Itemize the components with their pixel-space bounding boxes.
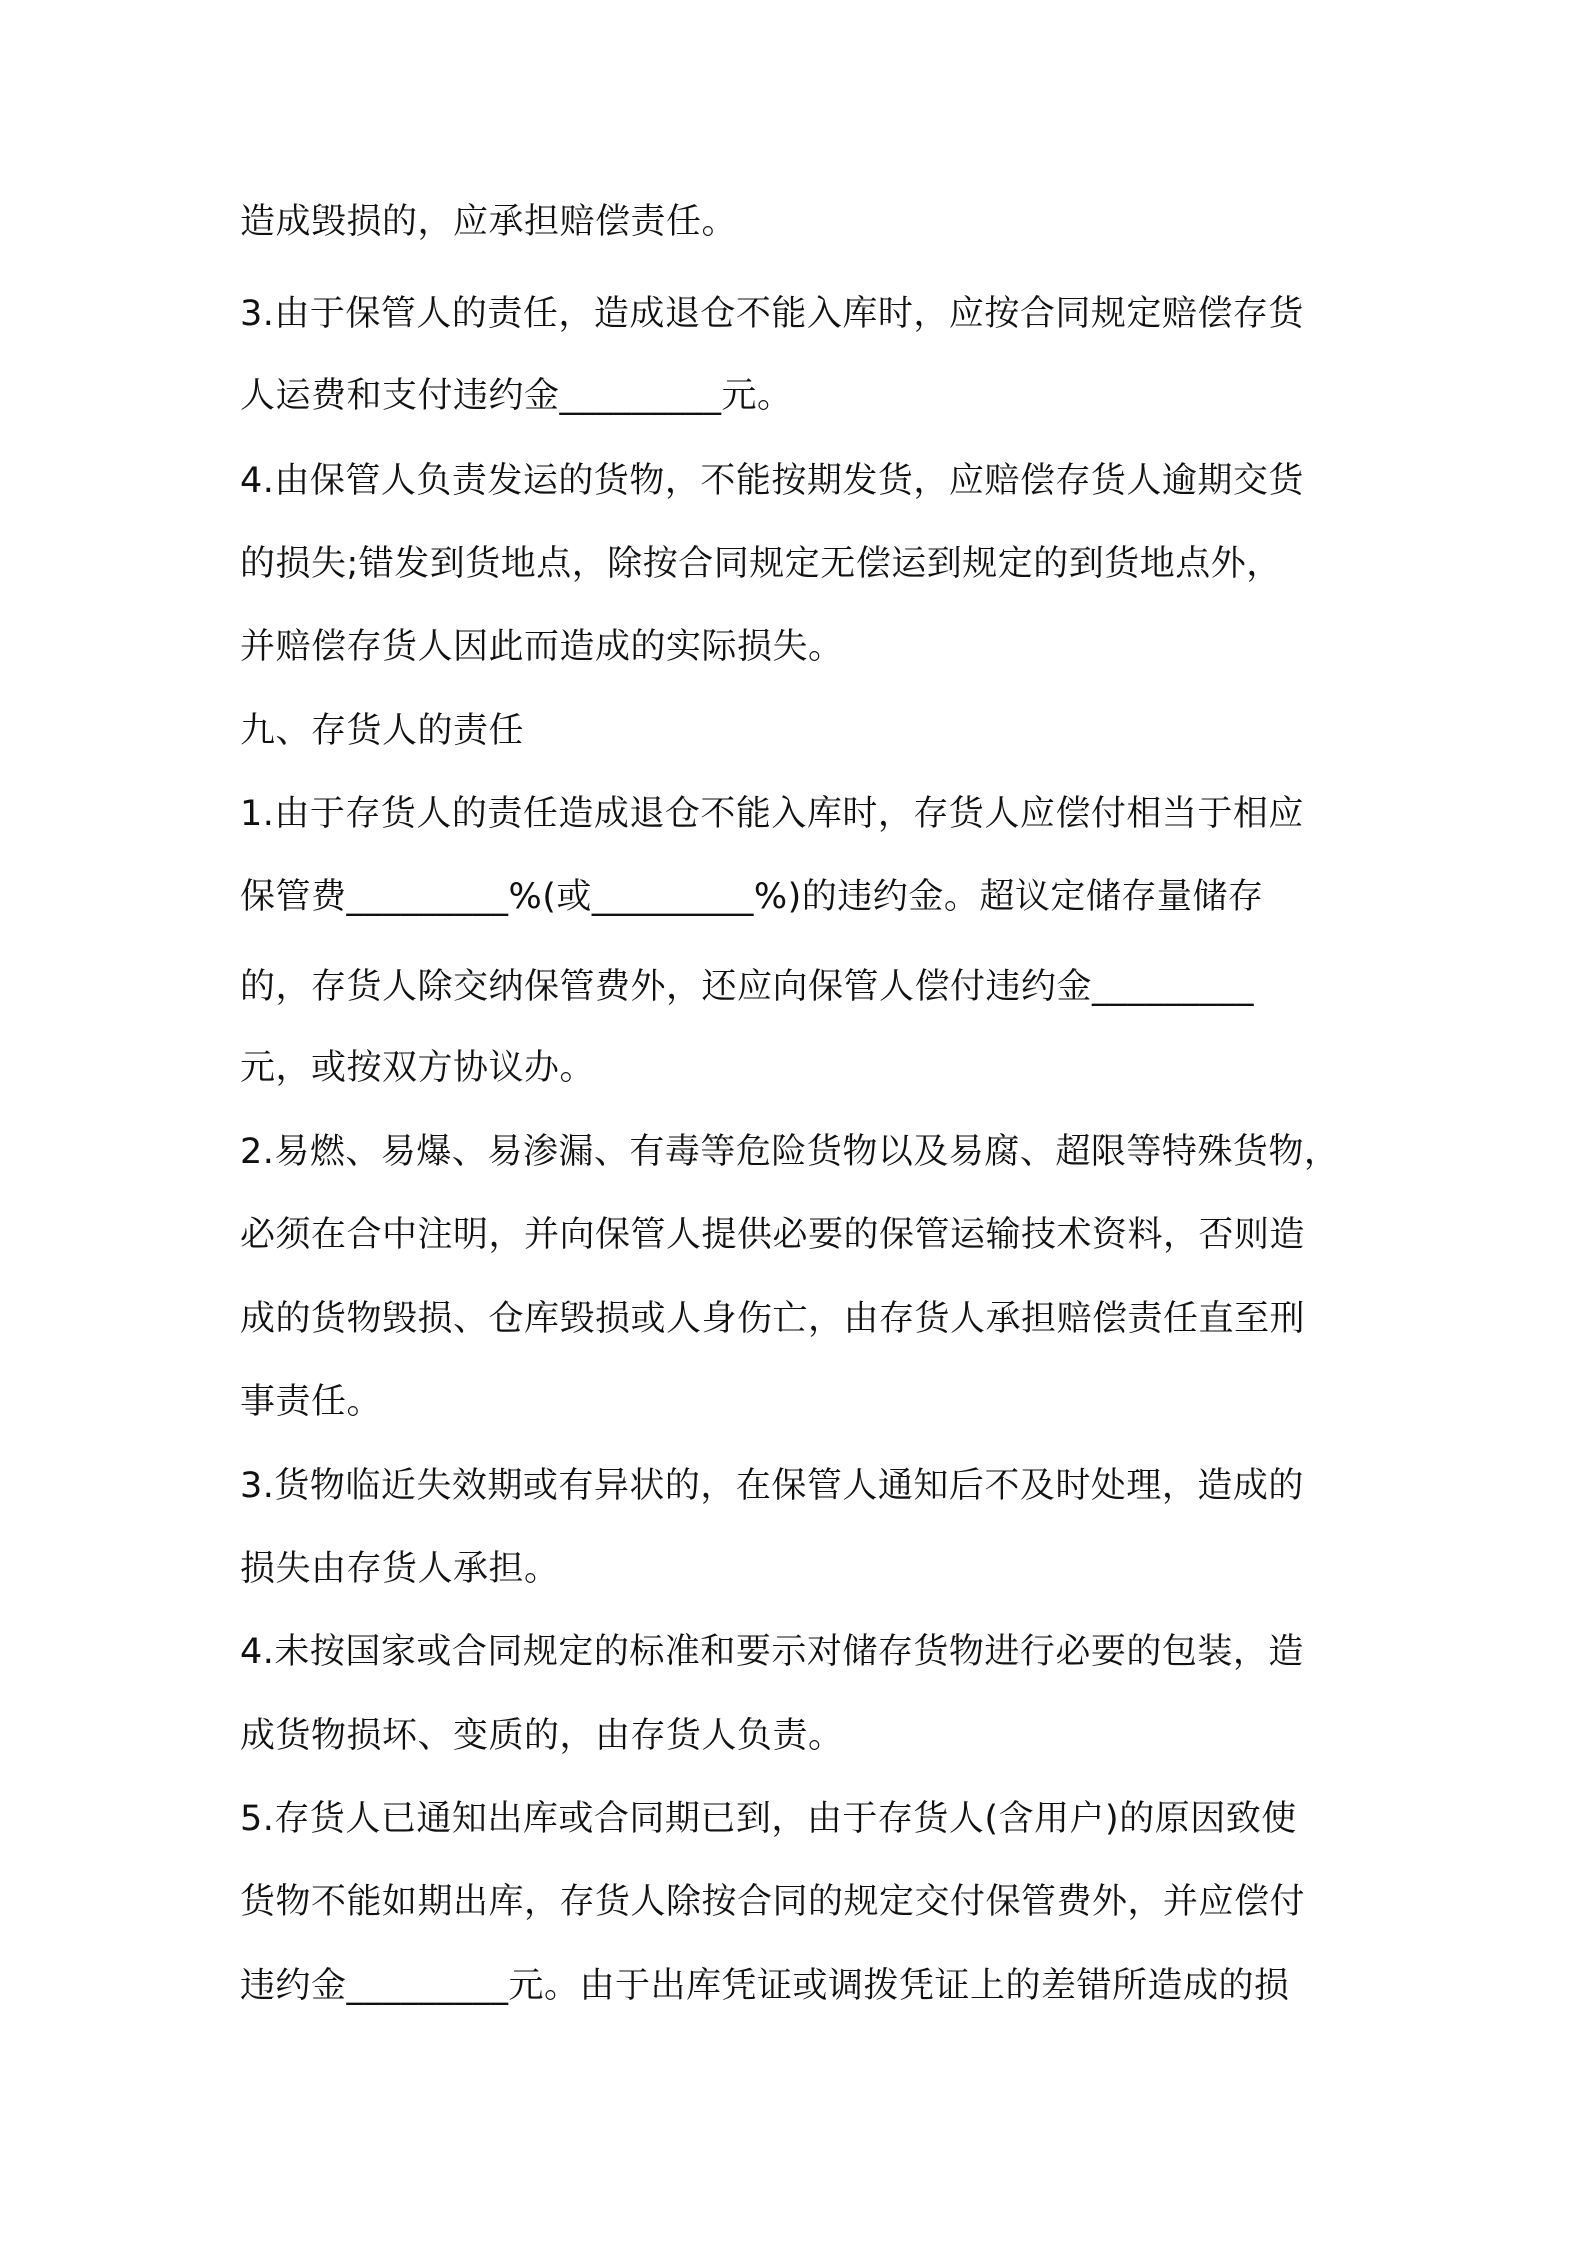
- text-line: 人运费和支付违约金_________元。: [240, 376, 793, 416]
- text-line: 的，存货人除交纳保管费外，还应向保管人偿付违约金_________: [240, 967, 1255, 1007]
- text-line: 4.由保管人负责发运的货物，不能按期发货，应赔偿存货人逾期交货: [240, 461, 1304, 501]
- text-line: 成的货物毁损、仓库毁损或人身伤亡，由存货人承担赔偿责任直至刑: [240, 1299, 1306, 1339]
- text-line: 2.易燃、易爆、易渗漏、有毒等危险货物以及易腐、超限等特殊货物，: [240, 1132, 1340, 1172]
- text-line: 的损失;错发到货地点，除按合同规定无偿运到规定的到货地点外，: [240, 544, 1282, 584]
- text-line: 事责任。: [240, 1382, 383, 1422]
- text-line: 成货物损坏、变质的，由存货人负责。: [240, 1716, 844, 1756]
- text-line: 5.存货人已通知出库或合同期已到，由于存货人(含用户)的原因致使: [240, 1799, 1297, 1839]
- section-heading: 九、存货人的责任: [240, 711, 525, 751]
- text-line: 1.由于存货人的责任造成退仓不能入库时，存货人应偿付相当于相应: [240, 794, 1304, 834]
- text-line: 货物不能如期出库，存货人除按合同的规定交付保管费外，并应偿付: [240, 1882, 1306, 1922]
- text-line: 并赔偿存货人因此而造成的实际损失。: [240, 627, 844, 667]
- text-line: 造成毁损的，应承担赔偿责任。: [240, 202, 738, 242]
- text-line: 元，或按双方协议办。: [240, 1048, 596, 1088]
- text-line: 3.货物临近失效期或有异状的，在保管人通知后不及时处理，造成的: [240, 1466, 1304, 1506]
- text-line: 必须在合中注明，并向保管人提供必要的保管运输技术资料，否则造: [240, 1215, 1306, 1255]
- text-line: 违约金_________元。由于出库凭证或调拨凭证上的差错所造成的损: [240, 1966, 1290, 2006]
- text-line: 保管费_________%(或_________%)的违约金。超议定储存量储存: [240, 877, 1264, 917]
- text-line: 损失由存货人承担。: [240, 1549, 560, 1589]
- text-line: 4.未按国家或合同规定的标准和要示对储存货物进行必要的包装，造: [240, 1632, 1304, 1672]
- text-line: 3.由于保管人的责任，造成退仓不能入库时，应按合同规定赔偿存货: [240, 294, 1304, 334]
